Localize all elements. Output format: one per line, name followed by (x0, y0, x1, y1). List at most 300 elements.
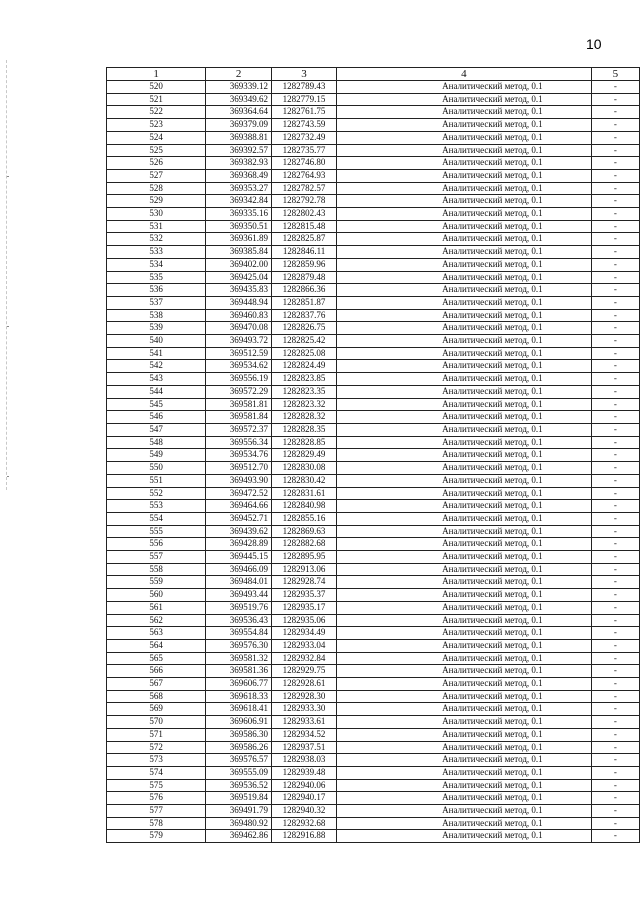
point-number-cell: 549 (107, 449, 206, 462)
x-coordinate-cell: 369618.41 (206, 703, 272, 716)
note-cell: - (591, 411, 639, 424)
note-cell: - (591, 589, 639, 602)
x-coordinate-cell: 369572.37 (206, 423, 272, 436)
x-coordinate-cell: 369581.32 (206, 652, 272, 665)
y-coordinate-cell: 1282895.95 (272, 551, 337, 564)
table-row (107, 462, 640, 475)
note-cell: - (591, 157, 639, 170)
table-row (107, 385, 640, 398)
method-cell: Аналитический метод, 0.1 (337, 296, 592, 309)
y-coordinate-cell: 1282932.68 (272, 817, 337, 830)
note-cell: - (591, 360, 639, 373)
y-coordinate-cell: 1282938.03 (272, 754, 337, 767)
y-coordinate-cell: 1282746.80 (272, 157, 337, 170)
method-cell: Аналитический метод, 0.1 (337, 551, 592, 564)
y-coordinate-cell: 1282815.48 (272, 220, 337, 233)
y-coordinate-cell: 1282879.48 (272, 271, 337, 284)
point-number-cell: 554 (107, 512, 206, 525)
x-coordinate-cell: 369606.77 (206, 678, 272, 691)
note-cell: - (591, 106, 639, 119)
y-coordinate-cell: 1282928.30 (272, 690, 337, 703)
page-number: 10 (586, 36, 602, 52)
point-number-cell: 553 (107, 500, 206, 513)
table-row (107, 271, 640, 284)
y-coordinate-cell: 1282743.59 (272, 119, 337, 132)
point-number-cell: 533 (107, 246, 206, 259)
note-cell: - (591, 792, 639, 805)
x-coordinate-cell: 369361.89 (206, 233, 272, 246)
method-cell: Аналитический метод, 0.1 (337, 601, 592, 614)
point-number-cell: 550 (107, 462, 206, 475)
method-cell: Аналитический метод, 0.1 (337, 144, 592, 157)
table-row (107, 627, 640, 640)
point-number-cell: 542 (107, 360, 206, 373)
table-row (107, 474, 640, 487)
table-row (107, 766, 640, 779)
x-coordinate-cell: 369379.09 (206, 119, 272, 132)
x-coordinate-cell: 369425.04 (206, 271, 272, 284)
method-cell: Аналитический метод, 0.1 (337, 766, 592, 779)
method-cell: Аналитический метод, 0.1 (337, 614, 592, 627)
note-cell: - (591, 766, 639, 779)
x-coordinate-cell: 369335.16 (206, 208, 272, 221)
note-cell: - (591, 398, 639, 411)
method-cell: Аналитический метод, 0.1 (337, 157, 592, 170)
table-row (107, 500, 640, 513)
point-number-cell: 562 (107, 614, 206, 627)
table-row (107, 309, 640, 322)
method-cell: Аналитический метод, 0.1 (337, 423, 592, 436)
method-cell: Аналитический метод, 0.1 (337, 246, 592, 259)
y-coordinate-cell: 1282940.17 (272, 792, 337, 805)
table-row (107, 792, 640, 805)
note-cell: - (591, 652, 639, 665)
method-cell: Аналитический метод, 0.1 (337, 678, 592, 691)
method-cell: Аналитический метод, 0.1 (337, 512, 592, 525)
method-cell: Аналитический метод, 0.1 (337, 119, 592, 132)
column-header: 2 (206, 68, 272, 81)
y-coordinate-cell: 1282828.85 (272, 436, 337, 449)
y-coordinate-cell: 1282761.75 (272, 106, 337, 119)
table-row (107, 398, 640, 411)
method-cell: Аналитический метод, 0.1 (337, 258, 592, 271)
x-coordinate-cell: 369536.52 (206, 779, 272, 792)
note-cell: - (591, 817, 639, 830)
note-cell: - (591, 373, 639, 386)
point-number-cell: 568 (107, 690, 206, 703)
point-number-cell: 552 (107, 487, 206, 500)
column-header: 1 (107, 68, 206, 81)
y-coordinate-cell: 1282828.32 (272, 411, 337, 424)
x-coordinate-cell: 369435.83 (206, 284, 272, 297)
x-coordinate-cell: 369581.81 (206, 398, 272, 411)
y-coordinate-cell: 1282825.42 (272, 335, 337, 348)
table-row (107, 157, 640, 170)
y-coordinate-cell: 1282825.87 (272, 233, 337, 246)
note-cell: - (591, 449, 639, 462)
table-row (107, 258, 640, 271)
table-row (107, 335, 640, 348)
table-row (107, 195, 640, 208)
note-cell: - (591, 385, 639, 398)
y-coordinate-cell: 1282825.08 (272, 347, 337, 360)
note-cell: - (591, 728, 639, 741)
note-cell: - (591, 614, 639, 627)
point-number-cell: 522 (107, 106, 206, 119)
note-cell: - (591, 500, 639, 513)
table-row (107, 639, 640, 652)
y-coordinate-cell: 1282935.06 (272, 614, 337, 627)
note-cell: - (591, 525, 639, 538)
x-coordinate-cell: 369462.86 (206, 830, 272, 843)
note-cell: - (591, 474, 639, 487)
y-coordinate-cell: 1282823.35 (272, 385, 337, 398)
table-row (107, 208, 640, 221)
point-number-cell: 565 (107, 652, 206, 665)
x-coordinate-cell: 369581.84 (206, 411, 272, 424)
point-number-cell: 546 (107, 411, 206, 424)
y-coordinate-cell: 1282837.76 (272, 309, 337, 322)
x-coordinate-cell: 369606.91 (206, 716, 272, 729)
y-coordinate-cell: 1282933.30 (272, 703, 337, 716)
method-cell: Аналитический метод, 0.1 (337, 830, 592, 843)
point-number-cell: 575 (107, 779, 206, 792)
column-header: 5 (591, 68, 639, 81)
y-coordinate-cell: 1282823.85 (272, 373, 337, 386)
x-coordinate-cell: 369368.49 (206, 169, 272, 182)
y-coordinate-cell: 1282916.88 (272, 830, 337, 843)
method-cell: Аналитический метод, 0.1 (337, 322, 592, 335)
method-cell: Аналитический метод, 0.1 (337, 335, 592, 348)
x-coordinate-cell: 369472.52 (206, 487, 272, 500)
x-coordinate-cell: 369350.51 (206, 220, 272, 233)
scan-artifact (7, 176, 9, 177)
x-coordinate-cell: 369339.12 (206, 81, 272, 94)
method-cell: Аналитический метод, 0.1 (337, 500, 592, 513)
y-coordinate-cell: 1282929.75 (272, 665, 337, 678)
y-coordinate-cell: 1282831.61 (272, 487, 337, 500)
y-coordinate-cell: 1282829.49 (272, 449, 337, 462)
point-number-cell: 543 (107, 373, 206, 386)
y-coordinate-cell: 1282913.06 (272, 563, 337, 576)
x-coordinate-cell: 369484.01 (206, 576, 272, 589)
table-row (107, 563, 640, 576)
point-number-cell: 534 (107, 258, 206, 271)
x-coordinate-cell: 369519.76 (206, 601, 272, 614)
y-coordinate-cell: 1282928.61 (272, 678, 337, 691)
y-coordinate-cell: 1282939.48 (272, 766, 337, 779)
x-coordinate-cell: 369460.83 (206, 309, 272, 322)
table-row (107, 830, 640, 843)
point-number-cell: 532 (107, 233, 206, 246)
point-number-cell: 547 (107, 423, 206, 436)
y-coordinate-cell: 1282779.15 (272, 93, 337, 106)
note-cell: - (591, 322, 639, 335)
method-cell: Аналитический метод, 0.1 (337, 741, 592, 754)
note-cell: - (591, 678, 639, 691)
method-cell: Аналитический метод, 0.1 (337, 487, 592, 500)
point-number-cell: 559 (107, 576, 206, 589)
y-coordinate-cell: 1282940.06 (272, 779, 337, 792)
x-coordinate-cell: 369534.76 (206, 449, 272, 462)
point-number-cell: 544 (107, 385, 206, 398)
table-row (107, 589, 640, 602)
method-cell: Аналитический метод, 0.1 (337, 208, 592, 221)
point-number-cell: 524 (107, 131, 206, 144)
x-coordinate-cell: 369402.00 (206, 258, 272, 271)
y-coordinate-cell: 1282846.11 (272, 246, 337, 259)
note-cell: - (591, 627, 639, 640)
table-row (107, 373, 640, 386)
point-number-cell: 566 (107, 665, 206, 678)
note-cell: - (591, 258, 639, 271)
x-coordinate-cell: 369392.57 (206, 144, 272, 157)
x-coordinate-cell: 369554.84 (206, 627, 272, 640)
table-row (107, 220, 640, 233)
note-cell: - (591, 233, 639, 246)
table-row (107, 601, 640, 614)
table-row (107, 296, 640, 309)
method-cell: Аналитический метод, 0.1 (337, 131, 592, 144)
y-coordinate-cell: 1282935.17 (272, 601, 337, 614)
x-coordinate-cell: 369576.57 (206, 754, 272, 767)
y-coordinate-cell: 1282940.32 (272, 805, 337, 818)
x-coordinate-cell: 369519.84 (206, 792, 272, 805)
y-coordinate-cell: 1282823.32 (272, 398, 337, 411)
y-coordinate-cell: 1282764.93 (272, 169, 337, 182)
table-row (107, 678, 640, 691)
point-number-cell: 525 (107, 144, 206, 157)
table-row (107, 614, 640, 627)
y-coordinate-cell: 1282824.49 (272, 360, 337, 373)
table-row (107, 423, 640, 436)
point-number-cell: 577 (107, 805, 206, 818)
x-coordinate-cell: 369491.79 (206, 805, 272, 818)
note-cell: - (591, 169, 639, 182)
point-number-cell: 567 (107, 678, 206, 691)
method-cell: Аналитический метод, 0.1 (337, 589, 592, 602)
table-row (107, 233, 640, 246)
x-coordinate-cell: 369466.09 (206, 563, 272, 576)
method-cell: Аналитический метод, 0.1 (337, 665, 592, 678)
x-coordinate-cell: 369382.93 (206, 157, 272, 170)
table-row (107, 144, 640, 157)
x-coordinate-cell: 369364.64 (206, 106, 272, 119)
note-cell: - (591, 741, 639, 754)
note-cell: - (591, 284, 639, 297)
table-row (107, 741, 640, 754)
column-header: 4 (337, 68, 592, 81)
point-number-cell: 539 (107, 322, 206, 335)
table-body (107, 81, 640, 843)
table-row (107, 119, 640, 132)
method-cell: Аналитический метод, 0.1 (337, 373, 592, 386)
table-row (107, 512, 640, 525)
table-row (107, 131, 640, 144)
table-row (107, 817, 640, 830)
note-cell: - (591, 119, 639, 132)
scan-artifact (7, 326, 9, 327)
x-coordinate-cell: 369349.62 (206, 93, 272, 106)
x-coordinate-cell: 369448.94 (206, 296, 272, 309)
y-coordinate-cell: 1282933.04 (272, 639, 337, 652)
point-number-cell: 569 (107, 703, 206, 716)
note-cell: - (591, 601, 639, 614)
method-cell: Аналитический метод, 0.1 (337, 703, 592, 716)
method-cell: Аналитический метод, 0.1 (337, 220, 592, 233)
y-coordinate-cell: 1282859.96 (272, 258, 337, 271)
x-coordinate-cell: 369512.70 (206, 462, 272, 475)
x-coordinate-cell: 369576.30 (206, 639, 272, 652)
note-cell: - (591, 296, 639, 309)
point-number-cell: 521 (107, 93, 206, 106)
method-cell: Аналитический метод, 0.1 (337, 525, 592, 538)
x-coordinate-cell: 369581.36 (206, 665, 272, 678)
point-number-cell: 573 (107, 754, 206, 767)
note-cell: - (591, 538, 639, 551)
table-row (107, 347, 640, 360)
point-number-cell: 555 (107, 525, 206, 538)
table-row (107, 487, 640, 500)
point-number-cell: 561 (107, 601, 206, 614)
method-cell: Аналитический метод, 0.1 (337, 817, 592, 830)
note-cell: - (591, 716, 639, 729)
note-cell: - (591, 271, 639, 284)
table-row (107, 551, 640, 564)
margin-line (6, 60, 7, 490)
point-number-cell: 536 (107, 284, 206, 297)
method-cell: Аналитический метод, 0.1 (337, 411, 592, 424)
table-row (107, 652, 640, 665)
table-row (107, 665, 640, 678)
method-cell: Аналитический метод, 0.1 (337, 652, 592, 665)
point-number-cell: 529 (107, 195, 206, 208)
method-cell: Аналитический метод, 0.1 (337, 360, 592, 373)
y-coordinate-cell: 1282792.78 (272, 195, 337, 208)
note-cell: - (591, 639, 639, 652)
y-coordinate-cell: 1282802.43 (272, 208, 337, 221)
note-cell: - (591, 335, 639, 348)
x-coordinate-cell: 369428.89 (206, 538, 272, 551)
method-cell: Аналитический метод, 0.1 (337, 754, 592, 767)
method-cell: Аналитический метод, 0.1 (337, 639, 592, 652)
point-number-cell: 564 (107, 639, 206, 652)
point-number-cell: 551 (107, 474, 206, 487)
method-cell: Аналитический метод, 0.1 (337, 233, 592, 246)
y-coordinate-cell: 1282937.51 (272, 741, 337, 754)
method-cell: Аналитический метод, 0.1 (337, 563, 592, 576)
point-number-cell: 545 (107, 398, 206, 411)
method-cell: Аналитический метод, 0.1 (337, 779, 592, 792)
note-cell: - (591, 309, 639, 322)
table-row (107, 81, 640, 94)
method-cell: Аналитический метод, 0.1 (337, 627, 592, 640)
method-cell: Аналитический метод, 0.1 (337, 385, 592, 398)
table-row (107, 703, 640, 716)
x-coordinate-cell: 369353.27 (206, 182, 272, 195)
y-coordinate-cell: 1282935.37 (272, 589, 337, 602)
note-cell: - (591, 81, 639, 94)
note-cell: - (591, 805, 639, 818)
point-number-cell: 558 (107, 563, 206, 576)
method-cell: Аналитический метод, 0.1 (337, 805, 592, 818)
point-number-cell: 535 (107, 271, 206, 284)
scan-artifact (7, 476, 9, 477)
point-number-cell: 563 (107, 627, 206, 640)
note-cell: - (591, 423, 639, 436)
method-cell: Аналитический метод, 0.1 (337, 347, 592, 360)
note-cell: - (591, 182, 639, 195)
y-coordinate-cell: 1282782.57 (272, 182, 337, 195)
method-cell: Аналитический метод, 0.1 (337, 449, 592, 462)
point-number-cell: 523 (107, 119, 206, 132)
note-cell: - (591, 703, 639, 716)
note-cell: - (591, 246, 639, 259)
x-coordinate-cell: 369493.44 (206, 589, 272, 602)
x-coordinate-cell: 369556.19 (206, 373, 272, 386)
y-coordinate-cell: 1282866.36 (272, 284, 337, 297)
note-cell: - (591, 131, 639, 144)
table-row (107, 576, 640, 589)
point-number-cell: 526 (107, 157, 206, 170)
y-coordinate-cell: 1282830.42 (272, 474, 337, 487)
method-cell: Аналитический метод, 0.1 (337, 576, 592, 589)
x-coordinate-cell: 369555.09 (206, 766, 272, 779)
point-number-cell: 538 (107, 309, 206, 322)
note-cell: - (591, 830, 639, 843)
table-row (107, 805, 640, 818)
point-number-cell: 541 (107, 347, 206, 360)
note-cell: - (591, 576, 639, 589)
point-number-cell: 571 (107, 728, 206, 741)
x-coordinate-cell: 369618.33 (206, 690, 272, 703)
method-cell: Аналитический метод, 0.1 (337, 271, 592, 284)
x-coordinate-cell: 369512.59 (206, 347, 272, 360)
note-cell: - (591, 195, 639, 208)
point-number-cell: 576 (107, 792, 206, 805)
table-row (107, 360, 640, 373)
x-coordinate-cell: 369464.66 (206, 500, 272, 513)
method-cell: Аналитический метод, 0.1 (337, 106, 592, 119)
point-number-cell: 579 (107, 830, 206, 843)
y-coordinate-cell: 1282735.77 (272, 144, 337, 157)
x-coordinate-cell: 369586.30 (206, 728, 272, 741)
table-row (107, 449, 640, 462)
note-cell: - (591, 487, 639, 500)
x-coordinate-cell: 369493.72 (206, 335, 272, 348)
method-cell: Аналитический метод, 0.1 (337, 284, 592, 297)
x-coordinate-cell: 369556.34 (206, 436, 272, 449)
note-cell: - (591, 563, 639, 576)
point-number-cell: 540 (107, 335, 206, 348)
y-coordinate-cell: 1282928.74 (272, 576, 337, 589)
y-coordinate-cell: 1282882.68 (272, 538, 337, 551)
method-cell: Аналитический метод, 0.1 (337, 398, 592, 411)
table-row (107, 246, 640, 259)
note-cell: - (591, 551, 639, 564)
method-cell: Аналитический метод, 0.1 (337, 81, 592, 94)
table-row (107, 728, 640, 741)
point-number-cell: 556 (107, 538, 206, 551)
y-coordinate-cell: 1282932.84 (272, 652, 337, 665)
y-coordinate-cell: 1282826.75 (272, 322, 337, 335)
note-cell: - (591, 220, 639, 233)
table-row (107, 322, 640, 335)
method-cell: Аналитический метод, 0.1 (337, 690, 592, 703)
method-cell: Аналитический метод, 0.1 (337, 716, 592, 729)
method-cell: Аналитический метод, 0.1 (337, 93, 592, 106)
y-coordinate-cell: 1282851.87 (272, 296, 337, 309)
